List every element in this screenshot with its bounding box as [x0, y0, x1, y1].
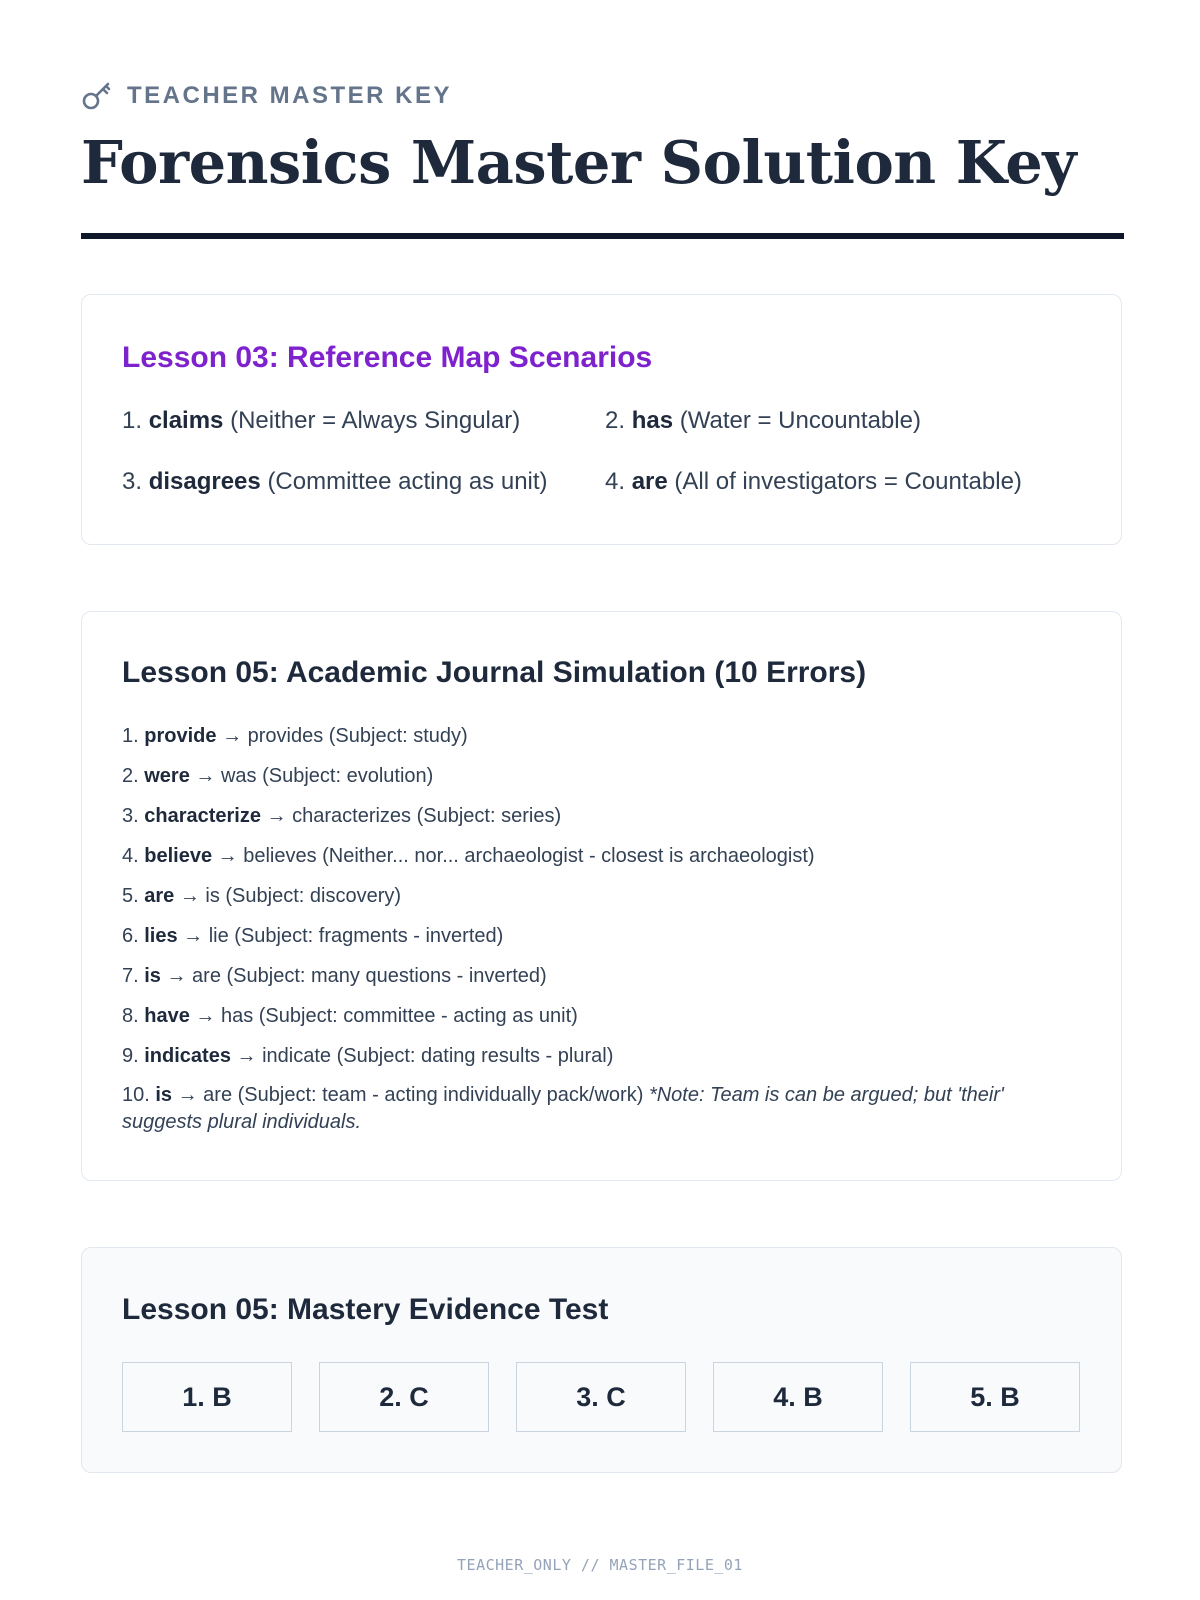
list-item: [122, 922, 1082, 962]
item-correction: → has (Subject: committee - acting as unit): [195, 1005, 578, 1027]
item-number: 1.: [122, 725, 139, 747]
list-item: [122, 802, 1082, 842]
eyebrow: [81, 80, 452, 112]
mastery-test-heading: Lesson 05: Mastery Evidence Test: [122, 1293, 609, 1326]
item-error: is: [144, 965, 161, 987]
item-note: (Neither = Always Singular): [230, 407, 521, 434]
item-number: 2.: [605, 407, 626, 434]
key-icon: [81, 80, 113, 112]
item-number: 1.: [122, 407, 143, 434]
item-correction: → are (Subject: team - acting individually pack/work): [177, 1084, 644, 1106]
item-error: are: [144, 885, 175, 907]
item-error: lies: [144, 925, 178, 947]
answer-box: 5. B: [910, 1362, 1080, 1432]
answer-box: 2. C: [319, 1362, 489, 1432]
lesson-03-item: [122, 407, 520, 435]
item-error: indicates: [144, 1045, 231, 1067]
list-item: [122, 1042, 1082, 1082]
mastery-answers: [122, 1362, 1080, 1432]
list-item: [122, 1082, 1082, 1133]
item-number: 4.: [605, 468, 626, 495]
answer-box: 4. B: [713, 1362, 883, 1432]
item-correction: → was (Subject: evolution): [195, 765, 434, 787]
item-error: have: [144, 1005, 190, 1027]
item-number: 7.: [122, 965, 139, 987]
item-error: is: [155, 1084, 173, 1106]
item-correction: → characterizes (Subject: series): [266, 805, 562, 827]
list-item: [122, 722, 1082, 762]
item-answer: disagrees: [148, 468, 261, 495]
list-item: [122, 842, 1082, 882]
lesson-03-heading: Lesson 03: Reference Map Scenarios: [122, 341, 653, 374]
item-answer: are: [631, 468, 668, 495]
list-item: [122, 962, 1082, 1002]
lesson-03-item: [605, 407, 921, 435]
item-number: 9.: [122, 1045, 139, 1067]
item-correction: → provides (Subject: study): [222, 725, 468, 747]
item-error: were: [144, 765, 190, 787]
page-title: Forensics Master Solution Key: [81, 128, 1077, 197]
list-item: [122, 1002, 1082, 1042]
item-correction: → indicate (Subject: dating results - plural): [236, 1045, 614, 1067]
item-answer: claims: [148, 407, 224, 434]
item-number: 8.: [122, 1005, 139, 1027]
item-number: 3.: [122, 468, 143, 495]
item-error: believe: [144, 845, 213, 867]
item-error: provide: [144, 725, 217, 747]
item-number: 2.: [122, 765, 139, 787]
item-number: 10.: [122, 1084, 150, 1106]
answer-box: 1. B: [122, 1362, 292, 1432]
lesson-03-card: [81, 294, 1122, 545]
list-item: [122, 762, 1082, 802]
item-number: 3.: [122, 805, 139, 827]
lesson-05-journal-heading: Lesson 05: Academic Journal Simulation (10 Errors): [122, 656, 867, 689]
title-divider: [81, 233, 1124, 239]
item-error: characterize: [144, 805, 261, 827]
lesson-05-journal-card: [81, 611, 1122, 1181]
item-note: (Water = Uncountable): [679, 407, 921, 434]
item-answer: has: [631, 407, 674, 434]
item-note: (All of investigators = Countable): [674, 468, 1022, 495]
item-number: 5.: [122, 885, 139, 907]
list-item: [122, 882, 1082, 922]
answer-box: 3. C: [516, 1362, 686, 1432]
mastery-test-card: [81, 1247, 1122, 1473]
lesson-03-item: [605, 468, 1022, 496]
item-correction: → lie (Subject: fragments - inverted): [183, 925, 504, 947]
footer-label: TEACHER_ONLY // MASTER_FILE_01: [457, 1556, 743, 1574]
item-correction: → are (Subject: many questions - inverted): [166, 965, 547, 987]
item-number: 4.: [122, 845, 139, 867]
item-note: (Committee acting as unit): [267, 468, 548, 495]
item-correction: → is (Subject: discovery): [179, 885, 402, 907]
item-correction: → believes (Neither... nor... archaeologist - closest is archaeologist): [217, 845, 815, 867]
error-correction-list: [122, 722, 1082, 1133]
lesson-03-item: [122, 468, 548, 496]
eyebrow-label: TEACHER MASTER KEY: [127, 82, 453, 109]
teacher-note: *Note: Team is can be argued; but 'their' suggests plural individuals.: [122, 1084, 1004, 1133]
item-number: 6.: [122, 925, 139, 947]
